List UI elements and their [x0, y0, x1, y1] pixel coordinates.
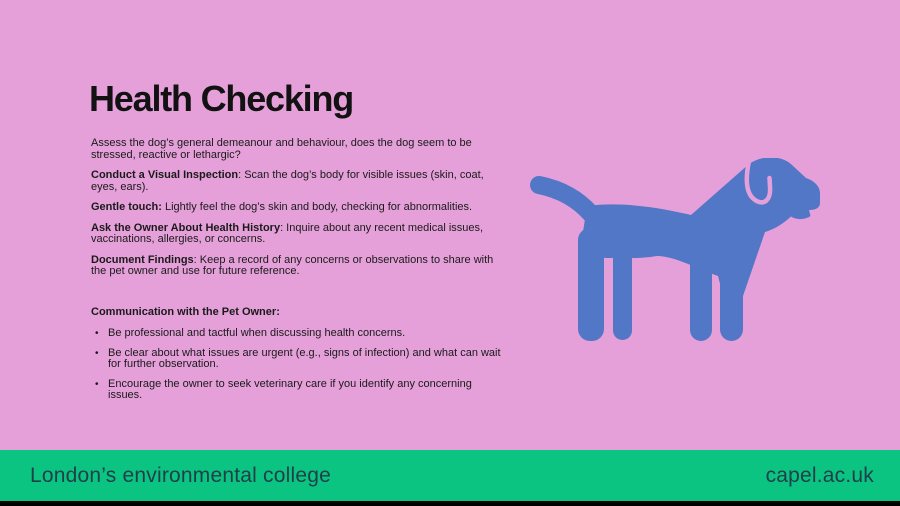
paragraph-health-history: Ask the Owner About Health History: Inquire about any recent medical issues, vaccinations, allergies, or concerns.	[91, 221, 484, 245]
bullet-urgent-issues: • Be clear about what issues are urgent (e.g., signs of infection) and what can wait for further observation.	[91, 348, 505, 371]
bottom-black-strip	[0, 501, 900, 506]
paragraph-gentle-touch: Gentle touch: Lightly feel the dog’s skin and body, checking for abnormalities.	[91, 201, 473, 213]
paragraph-assess: Assess the dog’s general demeanour and behaviour, does the dog seem to be stressed, reactive or lethargic?	[91, 137, 472, 161]
page-title: Health Checking	[89, 78, 354, 119]
paragraph-visual-inspection: Conduct a Visual Inspection: Scan the dog’s body for visible issues (skin, coat, eyes, ears).	[91, 169, 484, 193]
dog-silhouette-icon	[525, 158, 825, 348]
bullet-encourage-vet: • Encourage the owner to seek veterinary care if you identify any concerning issues.	[91, 379, 505, 402]
footer-bar	[0, 450, 900, 501]
body-text-column	[91, 138, 505, 410]
paragraph-document-findings: Document Findings: Keep a record of any concerns or observations to share with the pet owner and use for future reference.	[91, 253, 494, 277]
college-name: London’s environmental college	[30, 463, 331, 487]
website-url: capel.ac.uk	[765, 463, 874, 487]
communication-heading: Communication with the Pet Owner:	[91, 305, 280, 318]
dog-tail	[539, 185, 591, 214]
communication-bullet-list	[91, 328, 505, 402]
bullet-professional: • Be professional and tactful when discussing health concerns.	[91, 328, 505, 340]
